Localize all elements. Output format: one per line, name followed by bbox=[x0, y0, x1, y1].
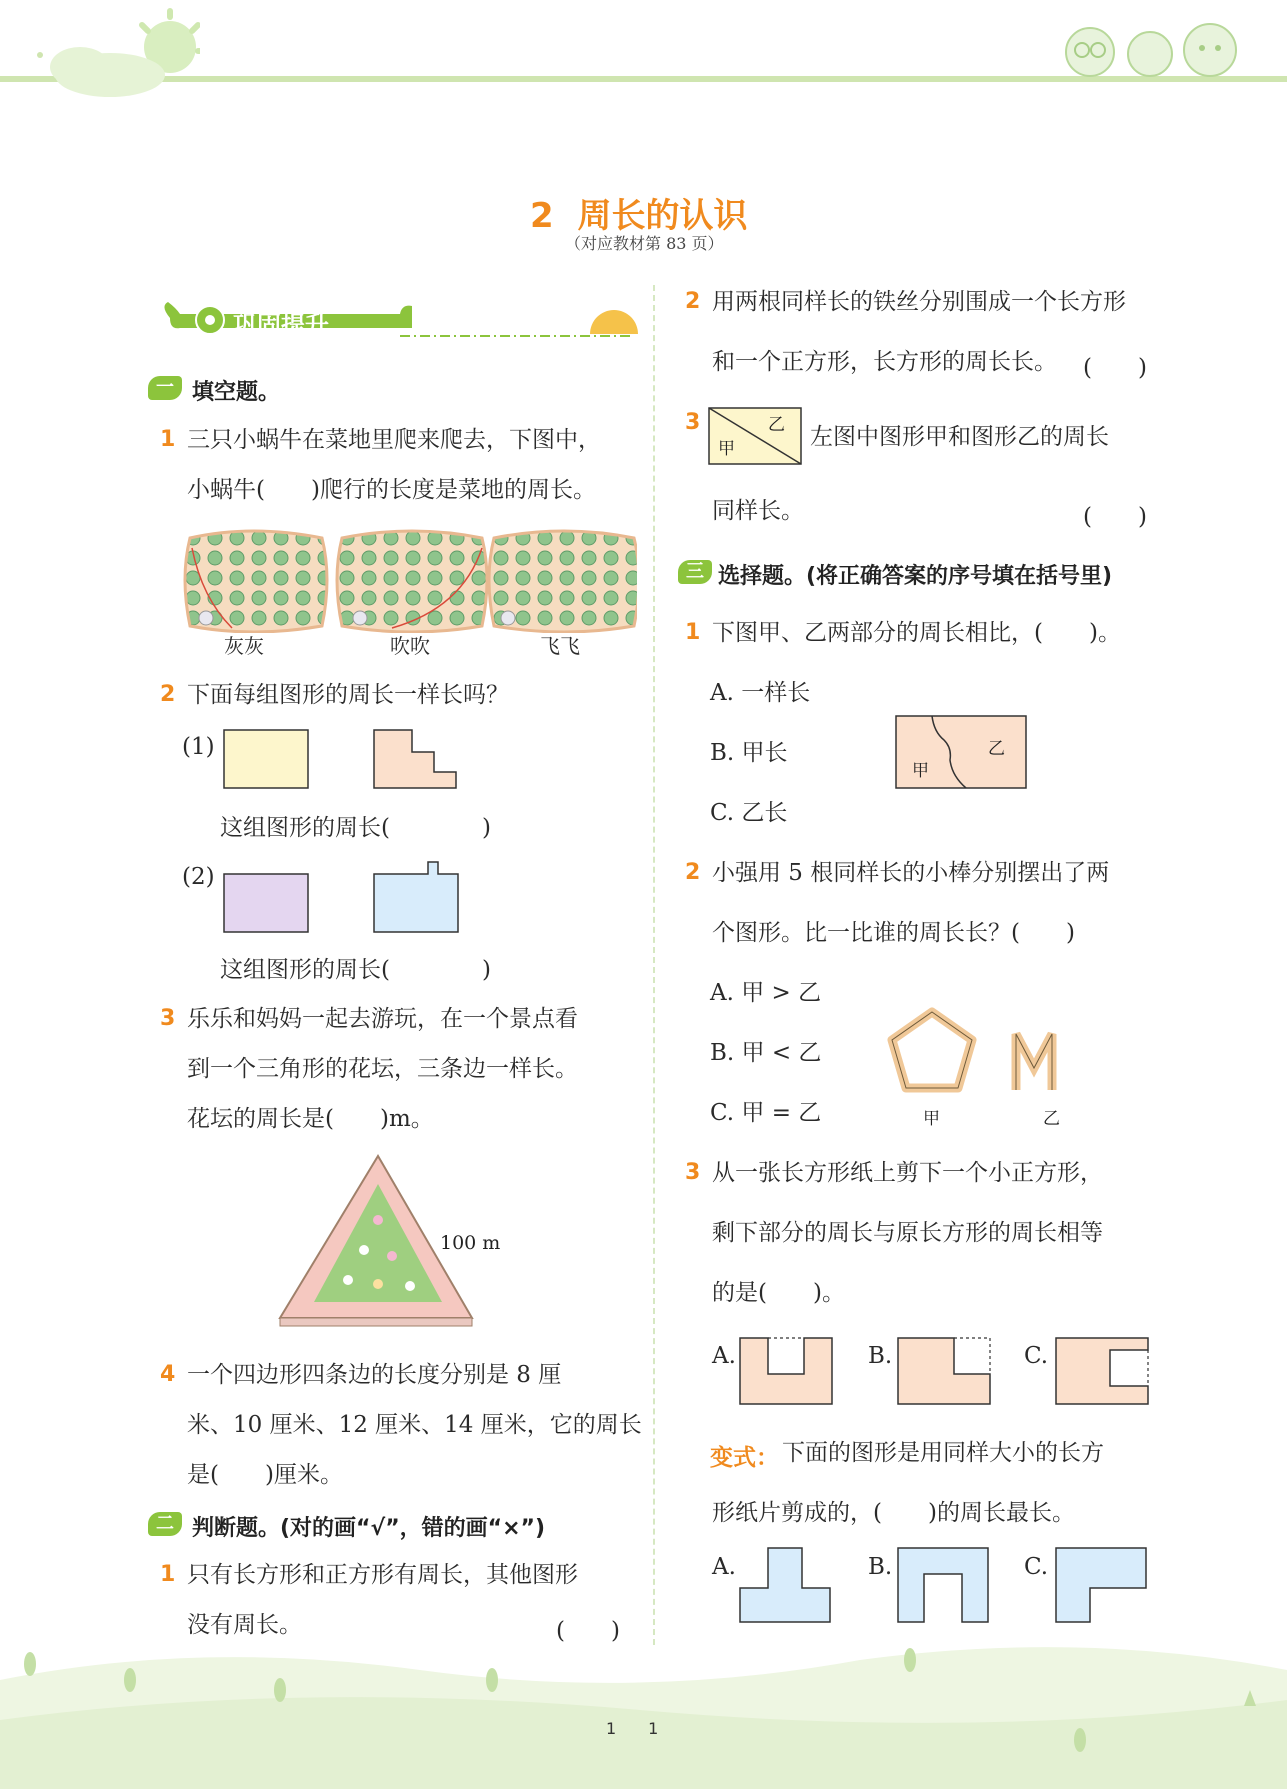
variant-option-c-label[interactable]: C. bbox=[1024, 1554, 1049, 1580]
fill-q2-group2-label: (2) bbox=[182, 864, 215, 890]
variant-line2: 形纸片剪成的，( )的周长最长。 bbox=[712, 1500, 1075, 1526]
matchstick-label-yi: 乙 bbox=[1043, 1109, 1060, 1129]
vegetable-garden-images bbox=[182, 528, 637, 633]
choice-q1-label-yi: 乙 bbox=[988, 739, 1005, 759]
judge-q2-line2: 和一个正方形，长方形的周长长。 bbox=[712, 349, 1057, 375]
fill-q1-number: 1 bbox=[160, 427, 176, 452]
section-2-title: 判断题。(对的画“√”，错的画“×”) bbox=[192, 1516, 546, 1541]
choice-q3-number: 3 bbox=[685, 1160, 701, 1185]
judge-q1-answer-bracket[interactable]: ( ) bbox=[556, 1618, 620, 1644]
judge-q2-line1: 用两根同样长的铁丝分别围成一个长方形 bbox=[712, 289, 1126, 315]
section-1-title: 填空题。 bbox=[192, 380, 281, 405]
snail-label-huihui: 灰灰 bbox=[224, 634, 264, 658]
variant-shape-options bbox=[736, 1544, 1156, 1626]
section-3-title: 选择题。(将正确答案的序号填在括号里) bbox=[718, 564, 1113, 589]
judge-q3-answer-bracket[interactable]: ( ) bbox=[1083, 504, 1147, 530]
judge-q3-label-yi: 乙 bbox=[768, 415, 785, 435]
choice-q2-option-a[interactable]: A. 甲 > 乙 bbox=[710, 980, 822, 1006]
matchstick-label-jia: 甲 bbox=[923, 1109, 940, 1129]
choice-q1-line1: 下图甲、乙两部分的周长相比，( )。 bbox=[712, 620, 1121, 646]
variant-option-a-label[interactable]: A. bbox=[712, 1554, 736, 1580]
judge-q3-line2: 同样长。 bbox=[712, 498, 804, 524]
triangle-side-label: 100 m bbox=[440, 1232, 501, 1254]
judge-q3-line1: 左图中图形甲和图形乙的周长 bbox=[810, 424, 1109, 450]
choice-q2-number: 2 bbox=[685, 860, 701, 885]
matchstick-figures bbox=[884, 1006, 1094, 1106]
fill-q2-group1-answer: 这组图形的周长( ) bbox=[220, 815, 491, 841]
fill-q2-line1: 下面每组图形的周长一样长吗？ bbox=[187, 682, 509, 708]
page-number: 1 1 bbox=[606, 1719, 659, 1738]
choice-q1-number: 1 bbox=[685, 620, 701, 645]
fill-q4-number: 4 bbox=[160, 1362, 176, 1387]
fill-q1-line2: 小蜗牛( )爬行的长度是菜地的周长。 bbox=[187, 477, 596, 503]
cut-option-b-label[interactable]: B. bbox=[868, 1343, 893, 1369]
snail-label-feifei: 飞飞 bbox=[540, 634, 580, 658]
group2-shapes bbox=[222, 860, 462, 934]
fill-q3-line2: 到一个三角形的花坛，三条边一样长。 bbox=[187, 1056, 578, 1082]
title-number: 2 bbox=[530, 196, 554, 236]
fill-q4-line3: 是( )厘米。 bbox=[187, 1462, 343, 1488]
choice-q2-line1: 小强用 5 根同样长的小棒分别摆出了两 bbox=[712, 860, 1110, 886]
column-divider bbox=[653, 285, 655, 1645]
snail-label-chuichui: 吹吹 bbox=[390, 634, 430, 658]
banner-title: 巩固提升 bbox=[233, 311, 329, 339]
fill-q3-number: 3 bbox=[160, 1006, 176, 1031]
section-3-badge: 三 bbox=[678, 560, 712, 584]
judge-q1-line2: 没有周长。 bbox=[187, 1612, 302, 1638]
choice-q2-option-b[interactable]: B. 甲 < 乙 bbox=[710, 1040, 822, 1066]
title-text: 周长的认识 bbox=[577, 196, 748, 236]
fill-q2-group1-label: (1) bbox=[182, 734, 215, 760]
variant-option-b-label[interactable]: B. bbox=[868, 1554, 893, 1580]
group1-shapes bbox=[222, 728, 462, 790]
judge-q2-number: 2 bbox=[685, 289, 701, 314]
judge-q2-answer-bracket[interactable]: ( ) bbox=[1083, 355, 1147, 381]
sun-cloud-decoration bbox=[20, 5, 200, 105]
fill-q1-line1: 三只小蜗牛在菜地里爬来爬去，下图中， bbox=[187, 427, 601, 453]
choice-q1-option-b[interactable]: B. 甲长 bbox=[710, 740, 788, 766]
fill-q4-line2: 米、10 厘米、12 厘米、14 厘米，它的周长 bbox=[187, 1412, 642, 1438]
choice-q3-line3: 的是( )。 bbox=[712, 1280, 845, 1306]
fill-q3-line1: 乐乐和妈妈一起去游玩，在一个景点看 bbox=[187, 1006, 578, 1032]
choice-q2-line2: 个图形。比一比谁的周长长？( ) bbox=[712, 920, 1075, 946]
bottom-hills-decoration bbox=[0, 1640, 1287, 1789]
choice-q3-line1: 从一张长方形纸上剪下一个小正方形， bbox=[712, 1160, 1103, 1186]
fill-q3-line3: 花坛的周长是( )m。 bbox=[187, 1106, 434, 1132]
judge-q3-number: 3 bbox=[685, 410, 701, 435]
cut-option-c-label[interactable]: C. bbox=[1024, 1343, 1049, 1369]
judge-q1-line1: 只有长方形和正方形有周长，其他图形 bbox=[187, 1562, 578, 1588]
section-2-badge: 二 bbox=[148, 1512, 182, 1536]
page-subtitle: （对应教材第 83 页） bbox=[565, 234, 724, 253]
choice-q1-option-c[interactable]: C. 乙长 bbox=[710, 800, 788, 826]
banner-background bbox=[150, 284, 640, 344]
choice-q1-label-jia: 甲 bbox=[912, 761, 929, 781]
judge-q1-number: 1 bbox=[160, 1562, 176, 1587]
variant-line1: 下面的图形是用同样大小的长方 bbox=[782, 1440, 1104, 1466]
page-title bbox=[530, 188, 748, 237]
section-1-badge: 一 bbox=[148, 376, 182, 400]
fill-q2-group2-answer: 这组图形的周长( ) bbox=[220, 957, 491, 983]
variant-label: 变式： bbox=[710, 1445, 779, 1471]
fill-q4-line1: 一个四边形四条边的长度分别是 8 厘 bbox=[187, 1362, 562, 1388]
choice-q2-option-c[interactable]: C. 甲 = 乙 bbox=[710, 1100, 822, 1126]
cut-option-a-label[interactable]: A. bbox=[712, 1343, 736, 1369]
choice-q1-option-a[interactable]: A. 一样长 bbox=[710, 680, 811, 706]
judge-q3-label-jia: 甲 bbox=[718, 439, 735, 459]
cut-rectangle-options bbox=[736, 1334, 1156, 1408]
choice-q3-line2: 剩下部分的周长与原长方形的周长相等 bbox=[712, 1220, 1103, 1246]
fill-q2-number: 2 bbox=[160, 682, 176, 707]
animal-faces-decoration bbox=[1060, 20, 1250, 82]
